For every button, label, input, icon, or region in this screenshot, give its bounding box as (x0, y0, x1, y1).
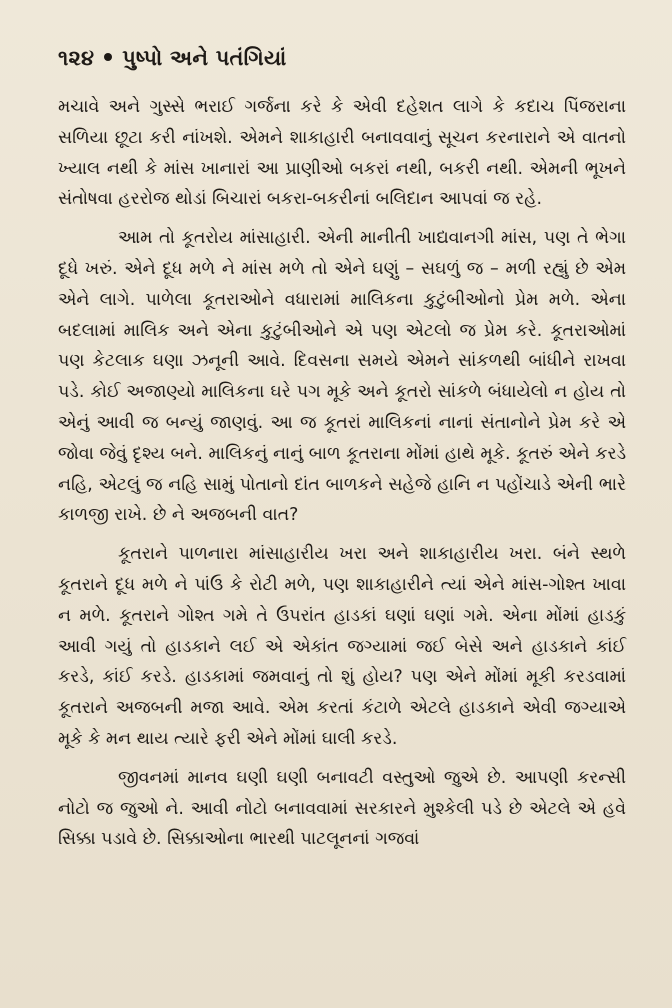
paragraph-4: જીવનમાં માનવ ઘણી ઘણી બનાવટી વસ્તુઓ જુએ છે. આપણી કરન્સી નોટો જ જુઓ ને. આવી નોટો બનાવવામાં સરકારને મુશ્કેલી પડે છે એટલે એ હવે સિક્કા પડાવે છે. સિક્કાઓના ભારથી પાટલૂનનાં ગજવાં (58, 767, 626, 850)
paragraph-2: આમ તો કૂતરોય માંસાહારી. એની માનીતી ખાદ્યવાનગી માંસ, પણ તે ભેગા દૂધે ખરું. એને દૂધ મળે ને માંસ મળે તો એને ઘણું – સઘળું જ – મળી રહ્યું છે એમ એને લાગે. પાળેલા કૂતરાઓને વધારામાં માલિકના કુટુંબીઓનો પ્રેમ મળે. એના બદલામાં માલિક અને એના કુટુંબીઓને એ પણ એટલો જ પ્રેમ કરે. કૂતરાઓમાં પણ કેટલાક ઘણા ઝનૂની આવે. દિવસના સમયે એમને સાંકળથી બાંધીને રાખવા પડે. કોઈ અજાણ્યો માલિકના ઘરે પગ મૂકે અને કૂતરો સાંકળે બંધાયેલો ન હોય તો એનું આવી જ બન્યું જાણવું. આ જ કૂતરાં માલિકનાં નાનાં સંતાનોને પ્રેમ કરે એ જોવા જેવું દૃશ્ય બને. માલિકનું નાનું બાળ કૂતરાના મોંમાં હાથે મૂકે. કૂતરું એને કરડે નહિ, એટલું જ નહિ સામું પોતાનો દાંત બાળકને સહેજે હાનિ ન પહોંચાડે એની ભારે કાળજી રાખે. છે ને અજબની વાત? (58, 228, 626, 526)
running-head-title: પુષ્પો અને પતંગિયાં (122, 46, 287, 70)
page-number: ૧૨૪ (58, 46, 95, 70)
paragraph-1: મચાવે અને ગુસ્સે ભરાઈ ગર્જના કરે કે એવી દહેશત લાગે કે કદાચ પિંજરાના સળિયા છૂટા કરી નાંખશે. એમને શાકાહારી બનાવવાનું સૂચન કરનારાને એ વાતનો ખ્યાલ નથી કે માંસ ખાનારાં આ પ્રાણીઓ બકરાં નથી, બકરી નથી. એમની ભૂખને સંતોષવા હરરોજ થોડાં બિચારાં બકરા-બકરીનાં બલિદાન આપવાં જ રહે. (58, 97, 626, 210)
paragraph-3: કૂતરાને પાળનારા માંસાહારીય ખરા અને શાકાહારીય ખરા. બંને સ્થળે કૂતરાને દૂધ મળે ને પાંઉ કે રોટી મળે, પણ શાકાહારીને ત્યાં એને માંસ-ગોશ્ત ખાવા ન મળે. કૂતરાને ગોશ્ત ગમે તે ઉપરાંત હાડકાં ઘણાં ઘણાં ગમે. એના મોંમાં હાડકું આવી ગયું તો હાડકાને લઈ એ એકાંત જગ્યામાં જઈ બેસે અને હાડકાને કાંઈ કરડે, કાંઈ કરડે. હાડકામાં જમવાનું તો શું હોય? પણ એને મોંમાં મૂકી કરડવામાં કૂતરાને અજબની મજા આવે. એમ કરતાં કંટાળે એટલે હાડકાને એવી જગ્યાએ મૂકે કે મન થાય ત્યારે ફરી એને મોંમાં ઘાલી કરડે. (58, 544, 626, 749)
body-text (58, 92, 626, 855)
running-head (58, 44, 626, 74)
bullet-separator-icon (104, 53, 112, 61)
